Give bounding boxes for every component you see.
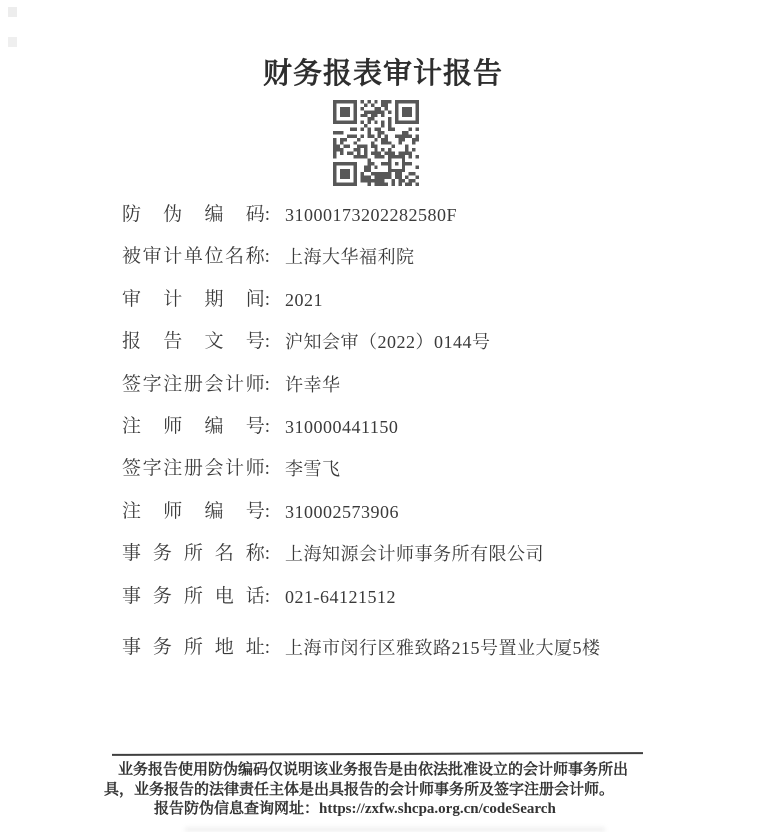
form-row [122, 502, 601, 544]
field-value: 上海大华福利院 [285, 247, 415, 268]
fields-list [122, 205, 601, 680]
field-label: 签 字 注 册 会 计 师: [122, 458, 270, 480]
form-row [122, 638, 601, 680]
field-value: 上海市闵行区雅致路215号置业大厦5楼 [285, 637, 601, 658]
scan-artifact [185, 827, 605, 832]
field-value: 许幸华 [285, 374, 341, 395]
page-title: 财务报表审计报告 [262, 58, 503, 90]
field-value: 310000441150 [285, 416, 399, 437]
field-value: 021-64121512 [285, 586, 396, 607]
footer-disclaimer [104, 761, 664, 820]
form-row [122, 247, 601, 289]
field-value: 上海知源会计师事务所有限公司 [285, 544, 544, 565]
footer-line: 具，业务报告的法律责任主体是出具报告的会计师事务所及签字注册会计师。 [104, 781, 615, 798]
qr-code [333, 100, 419, 186]
field-label: 注 师 编 号: [122, 500, 270, 522]
form-row [122, 587, 601, 629]
field-value: 沪知会审（2022）0144号 [285, 332, 491, 353]
field-label: 事 务 所 名 称: [122, 543, 270, 565]
scan-artifact [8, 7, 17, 17]
form-row [122, 332, 601, 374]
form-row [122, 417, 601, 459]
form-row [122, 544, 601, 586]
field-label: 审 计 期 间: [122, 288, 270, 310]
footer-divider [112, 752, 643, 756]
scan-artifact [8, 37, 17, 47]
field-label: 事 务 所 电 话: [122, 585, 270, 607]
form-row [122, 375, 601, 417]
field-label: 被 审 计 单 位 名 称: [122, 246, 270, 268]
form-row [122, 290, 601, 332]
footer-verification-url-line: 报告防伪信息查询网址：https://zxfw.shcpa.org.cn/codeSearch [154, 801, 556, 818]
field-label: 防 伪 编 码: [122, 204, 270, 225]
field-value: 2021 [285, 289, 323, 310]
form-row [122, 205, 601, 247]
field-value: 310002573906 [285, 501, 399, 522]
field-label: 事 务 所 地 址: [122, 636, 270, 658]
field-value: 李雪飞 [285, 459, 341, 480]
field-label: 报 告 文 号: [122, 331, 270, 353]
field-label: 签 字 注 册 会 计 师: [122, 373, 270, 395]
form-row [122, 459, 601, 501]
footer-line: 业务报告使用防伪编码仅说明该业务报告是由依法批准设立的会计师事务所出 [118, 762, 629, 778]
field-label: 注 师 编 号: [122, 415, 270, 437]
field-value: 31000173202282580F [285, 205, 458, 225]
